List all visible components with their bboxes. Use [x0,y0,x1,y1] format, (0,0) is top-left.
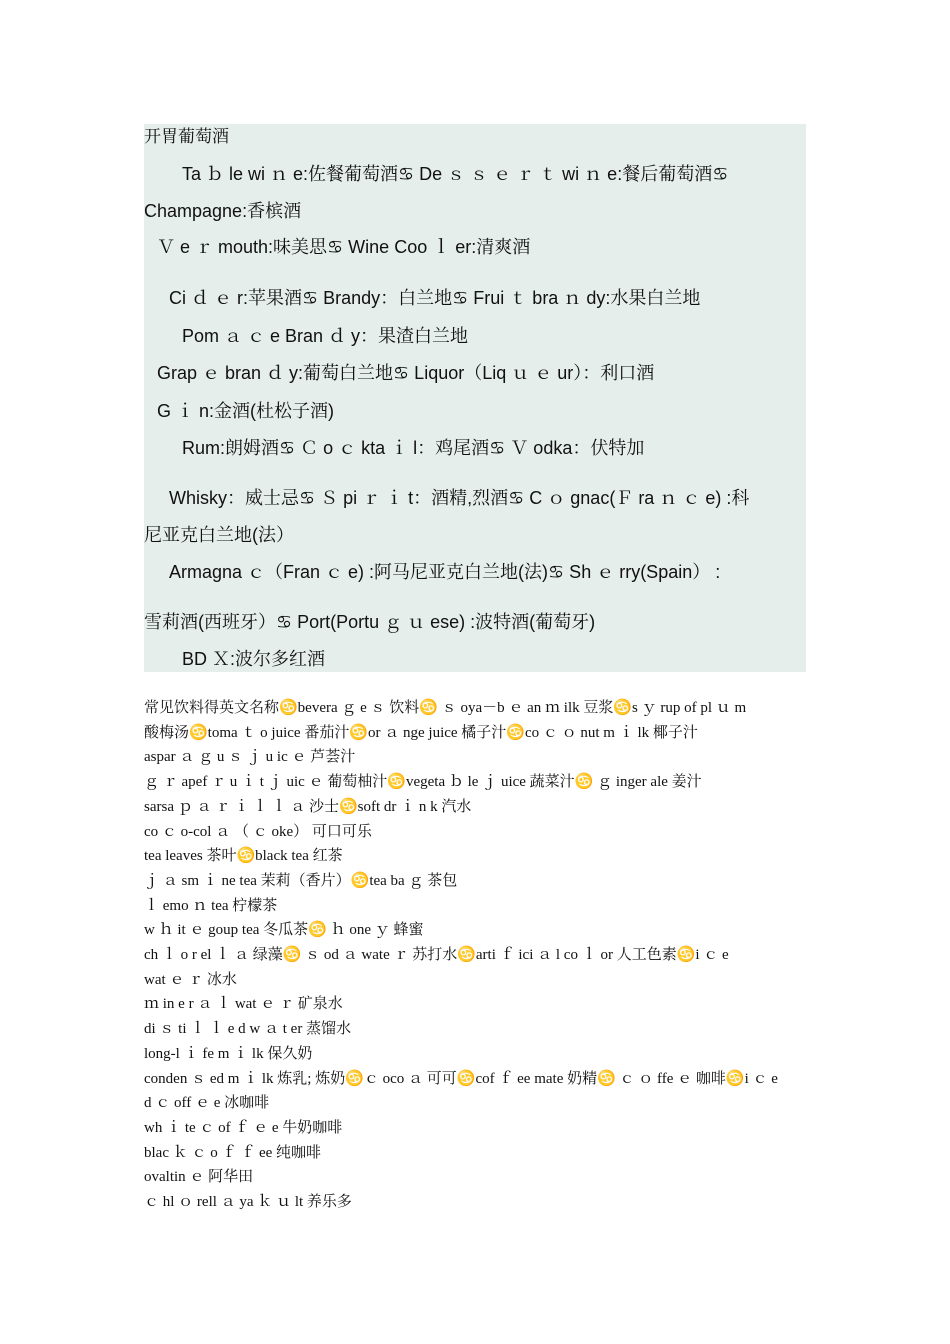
drink-line: di ｓ ti ｌ ｌ e d w ａ t er 蒸馏水 [144,1021,352,1038]
drink-line: ｌ emo ｎ tea 柠檬茶 [144,897,278,914]
wine-line: 尼亚克白兰地(法） [144,525,294,545]
wine-line: Armagna ｃ（Fran ｃ e) :阿马尼亚克白兰地(法)♋ Sh ｅ rry(Spain） : [169,562,721,582]
drinks-list [144,696,810,1215]
drink-line: conden ｓ ed m ｉ lk 炼乳; 炼奶♋ｃ oco ａ 可可♋cof ｆ ee mate 奶精♋ ｃ ｏ ffe ｅ 咖啡♋i ｃ e [144,1070,778,1087]
drink-line: ｊ ａ sm ｉ ne tea 茉莉（香片）♋tea ba ｇ 茶包 [144,872,458,889]
drink-line: 酸梅汤♋toma ｔ o juice 番茄汁♋or ａ nge juice 橘子汁♋co ｃ ｏ nut m ｉ lk 椰子汁 [144,724,698,741]
drink-line: blac ｋ ｃ o ｆ ｆ ee 纯咖啡 [144,1144,322,1161]
wine-line: Grap ｅ bran ｄ y:葡萄白兰地♋ Liquor（Liq ｕ ｅ ur）：利口酒 [157,363,655,383]
wine-line: Ta ｂ le wi ｎ e:佐餐葡萄酒♋ De ｓ ｓ ｅ ｒ ｔ wi ｎ e:餐后葡萄酒♋ [182,164,729,184]
section-title: 开胃葡萄酒 [144,127,229,147]
wine-line: Ｖ e ｒ mouth:味美思♋ Wine Coo ｌ er:清爽酒 [157,237,531,257]
drink-line: tea leaves 茶叶♋black tea 红茶 [144,848,343,865]
drink-line: ch ｌ o r el ｌ ａ 绿藻♋ ｓ od ａ wate ｒ 苏打水♋arti ｆ ici ａ l co ｌ or 人工色素♋i ｃ e [144,947,729,964]
drink-line: long-l ｉ fe m ｉ lk 保久奶 [144,1045,313,1062]
wine-line: G ｉ n:金酒(杜松子酒) [157,401,335,421]
drink-line: 常见饮料得英文名称♋bevera ｇ e ｓ 饮料♋ ｓ oya－b ｅ an ｍ ilk 豆浆♋s ｙ rup of pl ｕ m [144,700,747,716]
drink-line: wh ｉ te ｃ of ｆ ｅ e 牛奶咖啡 [144,1119,343,1136]
wine-line: Ci ｄ ｅ r:苹果酒♋ Brandy：白兰地♋ Frui ｔ bra ｎ dy:水果白兰地 [169,288,701,308]
drink-line: wat ｅ ｒ 冰水 [144,971,237,988]
wine-line: Pom ａ ｃ e Bran ｄ y：果渣白兰地 [182,326,469,346]
drink-line: aspar ａ ｇ u ｓ ｊ u ic ｅ 芦荟汁 [144,749,356,766]
drink-line: co ｃ o-col ａ （ ｃ oke） 可口可乐 [144,823,372,840]
wine-line: Rum:朗姆酒♋ Ｃ o ｃ kta ｉ l：鸡尾酒♋ Ｖ odka：伏特加 [182,438,645,458]
wine-line: 雪莉酒(西班牙）♋ Port(Portu ｇ ｕ ese) :波特酒(葡萄牙) [144,612,596,632]
drink-line: ovaltin ｅ 阿华田 [144,1169,254,1186]
drink-line: ｃ hl ｏ rell ａ ya ｋ ｕ lt 养乐多 [144,1194,352,1211]
drink-line: w ｈ it ｅ goup tea 冬瓜茶♋ ｈ one ｙ 蜂蜜 [144,922,424,939]
drink-line: d ｃ off ｅ e 冰咖啡 [144,1095,270,1112]
drink-line: sarsa ｐ ａ ｒ ｉ ｌ ｌ ａ 沙士♋soft dr ｉ n k 汽水 [144,798,472,815]
wine-line: Whisky：威士忌♋ Ｓ pi ｒ ｉ t：酒精,烈酒♋ C ｏ gnac(Ｆ ra ｎ ｃ e) :科 [169,488,750,508]
drink-line: ｍ in e r ａ ｌ wat ｅ ｒ 矿泉水 [144,996,343,1013]
wine-line: BD Ｘ:波尔多红酒 [182,649,326,669]
wine-line: Champagne:香槟酒 [144,201,302,221]
drink-line: ｇ ｒ apef ｒ u ｉ t ｊ uic ｅ 葡萄柚汁♋vegeta ｂ le ｊ uice 蔬菜汁♋ ｇ inger ale 姜汁 [144,774,702,791]
